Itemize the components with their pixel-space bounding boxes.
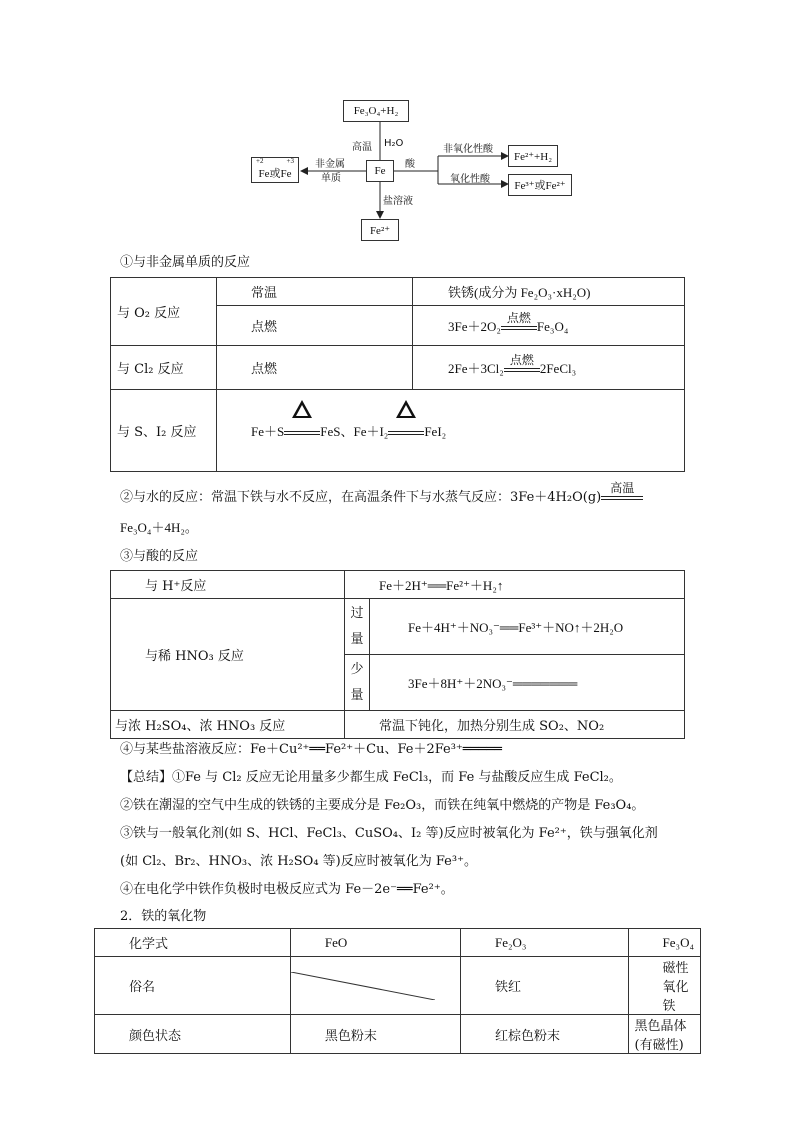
cell-name-label: 俗名 bbox=[95, 957, 291, 1015]
diagram-right-bottom-box: Fe³⁺或Fe²⁺ bbox=[508, 174, 572, 196]
label-high-temp: 高温 bbox=[352, 142, 372, 153]
cell-excess-eq: Fe＋4H⁺＋NO₃⁻══Fe³⁺＋NO↑＋2H₂O bbox=[370, 599, 685, 655]
diagram-center-box: Fe bbox=[366, 160, 394, 182]
s-eq1-sign bbox=[284, 428, 320, 438]
cell-cl2-eq bbox=[413, 346, 685, 390]
cell-color-label: 颜色状态 bbox=[95, 1015, 291, 1054]
left-box-text: Fe或Fe bbox=[258, 167, 292, 180]
o2-eq-left: 3Fe＋2O₂ bbox=[448, 319, 501, 334]
summary-line-5: ④在电化学中铁作负极时电极反应式为 Fe－2e⁻══Fe²⁺。 bbox=[120, 882, 454, 897]
less-1: 少 bbox=[350, 661, 364, 677]
cell-color-fe3o4: 黑色晶体(有磁性) bbox=[628, 1015, 700, 1054]
s-eq1-right: FeS、Fe＋I₂ bbox=[320, 424, 389, 439]
cell-h-label: 与 H⁺反应 bbox=[111, 571, 345, 599]
o2-eq-right: Fe₃O₄ bbox=[536, 319, 569, 334]
summary-line-2: ②铁在潮湿的空气中生成的铁锈的主要成分是 Fe₂O₃，而铁在纯氧中燃烧的产物是 Fe₃O₄。 bbox=[120, 798, 645, 813]
diagram-bottom-box: Fe²⁺ bbox=[361, 219, 399, 241]
cell-o2-eq bbox=[413, 306, 685, 346]
cell-conc-text: 常温下钝化，加热分别生成 SO₂、NO₂ bbox=[345, 711, 685, 739]
water-text: ②与水的反应：常温下铁与水不反应，在高温条件下与水蒸气反应：3Fe＋4H₂O(g) bbox=[120, 490, 602, 505]
cell-header-feo: FeO bbox=[290, 929, 460, 957]
water-cond: 高温 bbox=[610, 480, 635, 495]
section3-title: ③与酸的反应 bbox=[120, 549, 199, 564]
table-acid bbox=[110, 570, 685, 739]
cell-less-eq: 3Fe＋8H⁺＋2NO₃⁻═══════ bbox=[370, 655, 685, 711]
o2-eq-cond: 点燃 bbox=[506, 311, 531, 326]
excess-1: 过 bbox=[350, 605, 364, 621]
cell-h-eq: Fe＋2H⁺══Fe²⁺＋H₂↑ bbox=[345, 571, 685, 599]
cell-color-fe2o3: 红棕色粉末 bbox=[460, 1015, 628, 1054]
cell-header-formula: 化学式 bbox=[95, 929, 291, 957]
section1-title: ①与非金属单质的反应 bbox=[120, 255, 251, 270]
o2-eq-sign bbox=[501, 311, 537, 333]
salt-line: ④与某些盐溶液反应：Fe＋Cu²⁺══Fe²⁺＋Cu、Fe＋2Fe³⁺═════ bbox=[120, 742, 502, 757]
water-eq-sign bbox=[601, 480, 643, 503]
diagonal-slash bbox=[291, 972, 435, 1000]
s-eq2-sign bbox=[388, 428, 424, 438]
summary-line-1: 【总结】①Fe 与 Cl₂ 反应无论用量多少都生成 FeCl₃，而 Fe 与盐酸反应生成 FeCl₂。 bbox=[120, 770, 622, 785]
cl2-eq-right: 2FeCl₃ bbox=[539, 361, 577, 376]
s-eq1-left: Fe＋S bbox=[251, 424, 285, 439]
summary-line-3: ③铁与一般氧化剂(如 S、HCl、FeCl₃、CuSO₄、I₂ 等)反应时被氧化为 Fe²⁺，铁与强氧化剂 bbox=[120, 826, 658, 841]
diagram-right-top-box: Fe²⁺+H₂ bbox=[508, 145, 558, 167]
diagram-left-box bbox=[251, 157, 299, 183]
left-box-sup-left: +2 bbox=[256, 157, 264, 165]
cell-name-fe2o3: 铁红 bbox=[460, 957, 628, 1015]
label-nonmetal-1: 非金属 bbox=[315, 159, 345, 170]
water-line1 bbox=[120, 480, 643, 505]
left-box-sup-right: +3 bbox=[286, 157, 294, 165]
heat-triangle-icon bbox=[396, 400, 416, 418]
cell-conc-label: 与浓 H₂SO₄、浓 HNO₃ 反应 bbox=[111, 711, 345, 739]
cell-o2-cond1: 常温 bbox=[217, 278, 413, 306]
cell-header-fe3o4: Fe₃O₄ bbox=[628, 929, 700, 957]
label-ox-acid: 氧化性酸 bbox=[450, 174, 490, 185]
heat-triangle-icon bbox=[292, 400, 312, 418]
cell-o2-label: 与 O₂ 反应 bbox=[111, 278, 217, 346]
cell-less bbox=[345, 655, 370, 711]
section2-title: 2．铁的氧化物 bbox=[120, 909, 207, 924]
cell-header-fe2o3: Fe₂O₃ bbox=[460, 929, 628, 957]
label-acid: 酸 bbox=[405, 159, 415, 170]
cell-o2-cond2: 点燃 bbox=[217, 306, 413, 346]
less-2: 量 bbox=[350, 687, 364, 703]
cl2-eq-sign bbox=[504, 353, 540, 375]
label-salt: 盐溶液 bbox=[383, 196, 413, 207]
cell-cl2-label: 与 Cl₂ 反应 bbox=[111, 346, 217, 390]
cl2-eq-cond: 点燃 bbox=[509, 353, 534, 368]
table-oxides bbox=[94, 928, 701, 1054]
cell-hno3-label: 与稀 HNO₃ 反应 bbox=[111, 599, 345, 711]
table-nonmetal bbox=[110, 277, 685, 472]
label-h2o: H₂O bbox=[384, 138, 404, 149]
label-nonox-acid: 非氧化性酸 bbox=[443, 144, 493, 155]
label-nonmetal-2: 单质 bbox=[321, 173, 341, 184]
cell-name-fe3o4: 磁性氧化铁 bbox=[628, 957, 700, 1015]
cell-o2-result1: 铁锈(成分为 Fe₂O₃·xH₂O) bbox=[413, 278, 685, 306]
water-line2: Fe₃O₄＋4H₂。 bbox=[120, 520, 198, 535]
cell-name-feo-empty bbox=[290, 957, 460, 1015]
s-eq2-right: FeI₂ bbox=[424, 424, 447, 439]
cell-color-feo: 黑色粉末 bbox=[290, 1015, 460, 1054]
summary-line-4: (如 Cl₂、Br₂、HNO₃、浓 H₂SO₄ 等)反应时被氧化为 Fe³⁺。 bbox=[120, 854, 477, 869]
cell-s-eq bbox=[217, 390, 685, 472]
cell-excess bbox=[345, 599, 370, 655]
cell-s-label: 与 S、I₂ 反应 bbox=[111, 390, 217, 472]
cl2-eq-left: 2Fe＋3Cl₂ bbox=[448, 361, 504, 376]
diagram-top-box: Fe₃O₄+H₂ bbox=[343, 100, 409, 122]
cell-cl2-cond: 点燃 bbox=[217, 346, 413, 390]
excess-2: 量 bbox=[350, 631, 364, 647]
